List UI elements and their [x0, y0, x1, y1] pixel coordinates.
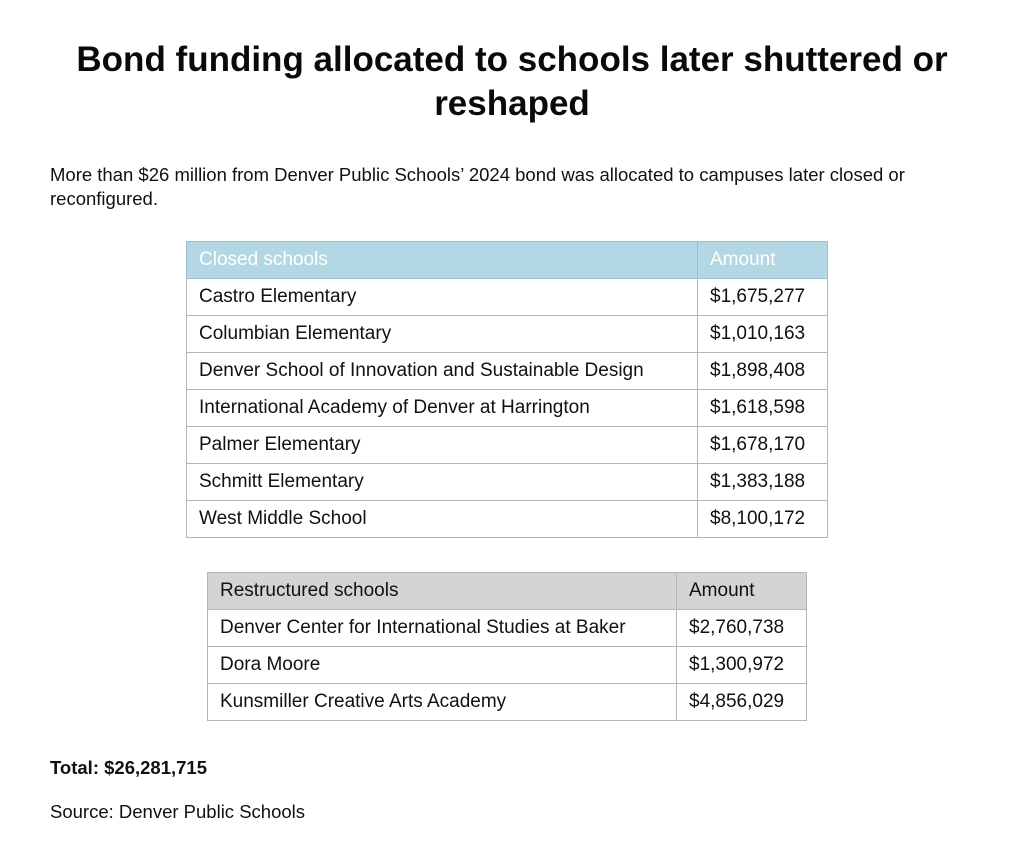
subtitle: More than $26 million from Denver Public Schools’ 2024 bond was allocated to campuses later closed or reconfigured. [50, 164, 905, 209]
table-row [208, 684, 807, 721]
table-header-row [208, 573, 807, 610]
table-row [187, 353, 828, 390]
school-name: Kunsmiller Creative Arts Academy [208, 684, 677, 721]
school-amount: $1,618,598 [698, 390, 828, 427]
school-name: Palmer Elementary [187, 427, 698, 464]
header-name: Restructured schools [208, 573, 677, 610]
closed-schools-table [186, 241, 828, 538]
school-name: Denver School of Innovation and Sustainable Design [187, 353, 698, 390]
school-name: Castro Elementary [187, 279, 698, 316]
school-name: Columbian Elementary [187, 316, 698, 353]
school-name: Schmitt Elementary [187, 464, 698, 501]
table-header-row [187, 242, 828, 279]
table-row [208, 647, 807, 684]
table-row [187, 464, 828, 501]
school-amount: $1,898,408 [698, 353, 828, 390]
source-note: Source: Denver Public Schools [50, 801, 306, 822]
table-row [187, 427, 828, 464]
table-row [187, 316, 828, 353]
school-amount: $8,100,172 [698, 501, 828, 538]
header-amount: Amount [698, 242, 828, 279]
total-amount: Total: $26,281,715 [50, 757, 207, 778]
school-amount: $4,856,029 [677, 684, 807, 721]
school-name: International Academy of Denver at Harrington [187, 390, 698, 427]
school-amount: $1,675,277 [698, 279, 828, 316]
table-row [187, 390, 828, 427]
school-name: West Middle School [187, 501, 698, 538]
table-row [187, 501, 828, 538]
header-amount: Amount [677, 573, 807, 610]
table-row [208, 610, 807, 647]
header-name: Closed schools [187, 242, 698, 279]
restructured-schools-table [207, 572, 807, 721]
school-name: Dora Moore [208, 647, 677, 684]
school-amount: $1,383,188 [698, 464, 828, 501]
school-amount: $1,678,170 [698, 427, 828, 464]
school-amount: $1,010,163 [698, 316, 828, 353]
school-name: Denver Center for International Studies at Baker [208, 610, 677, 647]
school-amount: $2,760,738 [677, 610, 807, 647]
school-amount: $1,300,972 [677, 647, 807, 684]
page-title: Bond funding allocated to schools later shuttered or reshaped [76, 40, 948, 123]
table-row [187, 279, 828, 316]
